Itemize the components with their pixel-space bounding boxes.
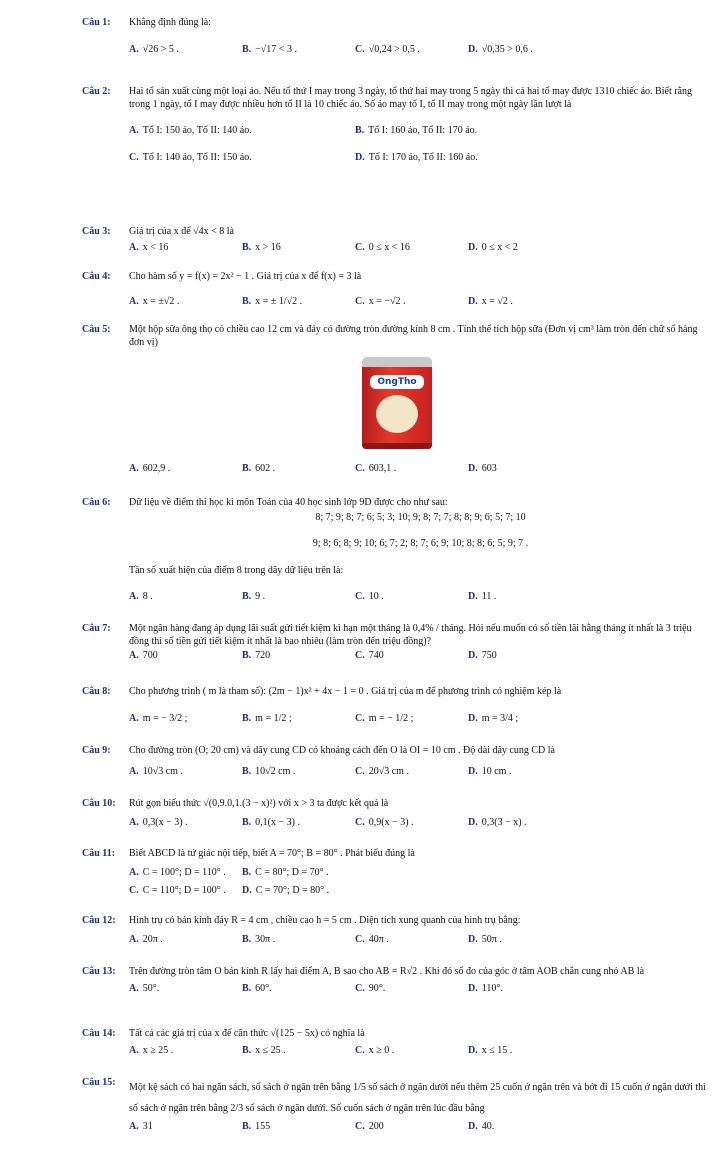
question-12 xyxy=(82,915,712,946)
option-d: D. 110°. xyxy=(468,982,503,994)
question-label: Câu 13: xyxy=(82,966,116,977)
option-a: A. 602,9 . xyxy=(129,463,171,474)
option-b: B. x ≤ 25 . xyxy=(242,1044,286,1056)
option-c: C. 90°. xyxy=(355,982,386,994)
question-9 xyxy=(82,745,712,778)
data-line-1: 8; 7; 9; 8; 7; 6; 5; 3; 10; 9; 8; 7; 7; 8; 8; 9; 6; 5; 7; 10 xyxy=(315,511,526,523)
question-15 xyxy=(82,1077,712,1134)
question-label: Câu 12: xyxy=(82,915,116,926)
question-14 xyxy=(82,1028,712,1057)
question-10 xyxy=(82,798,712,829)
question-3 xyxy=(82,226,712,254)
question-5 xyxy=(82,324,712,476)
option-b: B. 602 . xyxy=(242,463,276,474)
option-c: C. 740 xyxy=(355,650,384,661)
option-d: D. x ≤ 15 . xyxy=(468,1044,513,1056)
question-text: Hình trụ có bán kính đáy R = 4 cm , chiều cao h = 5 cm . Diện tích xung quanh của hình trụ bằng: xyxy=(129,915,521,926)
option-a: A. 31 xyxy=(129,1121,153,1132)
option-d: D. 0,3(3 − x) . xyxy=(468,816,527,828)
question-text: Trên đường tròn tâm O bán kính R lấy hai điểm A, B sao cho AB = R√2 . Khi đó số đo của góc ở tâm AOB chắn cung nhỏ AB là xyxy=(129,966,645,977)
option-b: B. 30π . xyxy=(242,933,276,945)
option-b: B. m = 1/2 ; xyxy=(242,712,292,724)
data-line-2: 9; 8; 6; 8; 9; 10; 6; 7; 2; 8; 7; 6; 9; 10; 8; 8; 6; 5; 9; 7 . xyxy=(312,538,529,549)
option-d: D. 50π . xyxy=(468,933,502,945)
question-6 xyxy=(82,497,712,604)
milk-can-image xyxy=(362,357,432,449)
question-text: Một hộp sữa ông thọ có chiều cao 12 cm và đáy có đường tròn đường kính 8 cm . Tính thể tích hộp sữa (Đơn vị cm³ làm tròn đến chữ số hàng đơn vị) xyxy=(129,324,698,348)
option-d: D. 750 xyxy=(468,650,497,661)
option-c: C. m = − 1/2 ; xyxy=(355,712,414,724)
question-label: Câu 11: xyxy=(82,848,116,859)
option-d: D. m = 3/4 ; xyxy=(468,712,519,724)
option-a: A. 50°. xyxy=(129,982,160,994)
option-b: B. x = ± 1/√2 . xyxy=(242,295,303,307)
question-11 xyxy=(82,848,712,898)
option-c: C. 20√3 cm . xyxy=(355,765,409,777)
question-text: Cho phương trình ( m là tham số): (2m − 1)x² + 4x − 1 = 0 . Giá trị của m để phương trình có nghiệm kép là xyxy=(129,686,562,697)
question-label: Câu 5: xyxy=(82,324,111,335)
question-text: Cho đường tròn (O; 20 cm) và dây cung CD có khoảng cách đến O là OI = 10 cm . Độ dài dây cung CD là xyxy=(129,745,555,756)
question-label: Câu 6: xyxy=(82,497,111,508)
option-c: C. 10 . xyxy=(355,591,384,602)
option-b: B. 10√2 cm . xyxy=(242,765,296,777)
option-d: D. 11 . xyxy=(468,591,497,602)
question-text: Biết ABCD là tứ giác nội tiếp, biết A = 70°; B = 80° . Phát biểu đúng là xyxy=(129,848,415,859)
question-label: Câu 14: xyxy=(82,1028,116,1039)
can-brand-label: OngTho xyxy=(370,375,424,389)
option-c: C. 0 ≤ x < 16 xyxy=(355,241,410,253)
option-c: C. x = −√2 . xyxy=(355,295,406,307)
option-c: C. 40π . xyxy=(355,933,389,945)
question-label: Câu 10: xyxy=(82,798,116,809)
option-c: C. 603,1 . xyxy=(355,463,397,474)
question-text: Một ngân hàng đang áp dụng lãi suất gửi tiết kiệm kì hạn một tháng là 0,4% / tháng. Hỏi nếu muốn có số tiền lãi hằng tháng ít nhất là 3 triệu đồng thì số tiền gửi tiết kiệm ít nhất là bao nhiêu (làm tròn đến triệu đồng)? xyxy=(129,623,692,647)
option-b: B. 155 xyxy=(242,1121,271,1132)
question-label: Câu 9: xyxy=(82,745,111,756)
option-b: B. 720 xyxy=(242,650,271,661)
question-text: Hai tổ sản xuất cùng một loại áo. Nếu tổ thứ I may trong 3 ngày, tổ thứ hai may trong 5 ngày thì cả hai tổ may được 1310 chiếc áo. Biết rằng trong 1 ngày, tổ I may được nhiều hơn tổ II là 10 chiếc áo. Số áo may tổ I, tổ II may trong một ngày lần lượt là xyxy=(129,86,692,110)
option-d: D. Tổ I: 170 áo, Tổ II: 160 áo. xyxy=(355,151,478,163)
option-b: B. Tổ I: 160 áo, Tổ II: 170 áo. xyxy=(355,125,478,136)
option-b: B. x > 16 xyxy=(242,241,281,253)
option-d: D. 10 cm . xyxy=(468,765,512,777)
question-label: Câu 8: xyxy=(82,686,111,697)
option-a: A. 700 xyxy=(129,650,158,661)
question-text: Khẳng định đúng là: xyxy=(129,17,211,28)
option-c: C. 200 xyxy=(355,1121,384,1132)
question-label: Câu 4: xyxy=(82,271,111,282)
question-label: Câu 7: xyxy=(82,623,111,634)
option-a: A. √26 > 5 . xyxy=(129,43,179,55)
option-b: B. −√17 < 3 . xyxy=(242,43,297,55)
question-text: Rút gọn biểu thức √(0,9.0,1.(3 − x)²) với x > 3 ta được kết quả là xyxy=(129,798,389,809)
question-text: Dữ liệu về điểm thi học kì môn Toán của 40 học sinh lớp 9D được cho như sau: xyxy=(129,497,448,508)
option-d: D. √0,35 > 0,6 . xyxy=(468,43,533,55)
option-a: A. 20π . xyxy=(129,933,163,945)
question-text: Cho hàm số y = f(x) = 2x² − 1 . Giá trị của x để f(x) = 3 là xyxy=(129,271,362,282)
question-label: Câu 1: xyxy=(82,17,111,28)
option-a: A. x < 16 xyxy=(129,241,169,253)
option-a: A. 0,3(x − 3) . xyxy=(129,816,188,828)
option-d: D. 603 xyxy=(468,463,497,474)
option-c: C. 0,9(x − 3) . xyxy=(355,816,414,828)
question-13 xyxy=(82,966,712,995)
question-7 xyxy=(82,623,712,663)
question-1 xyxy=(82,17,712,56)
question-2 xyxy=(82,86,712,164)
question-label: Câu 3: xyxy=(82,226,111,237)
option-c: C. √0,24 > 0,5 . xyxy=(355,43,420,55)
question-label: Câu 15: xyxy=(82,1077,116,1088)
option-a: A. x ≥ 25 . xyxy=(129,1044,174,1056)
question-4 xyxy=(82,271,712,308)
question-text: Giá trị của x để √4x < 8 là xyxy=(129,226,234,237)
question-text: Tất cả các giá trị của x để căn thức √(125 − 5x) có nghĩa là xyxy=(129,1028,365,1039)
option-c: C. x ≥ 0 . xyxy=(355,1044,395,1056)
option-d: D. x = √2 . xyxy=(468,295,513,307)
question-text: Một kệ sách có hai ngăn sách, số sách ở ngăn trên bằng 1/5 số sách ở ngăn dưới nếu thêm 25 cuốn ở ngăn trên và bớt đi 15 cuốn ở ngăn dưới thì số sách ở ngăn trên bằng 2/3 số sách ở ngăn dưới. Số cuốn sách ở ngăn trên lúc đầu bằng xyxy=(129,1082,706,1114)
option-a: A. 8 . xyxy=(129,591,153,602)
option-a: A. 10√3 cm . xyxy=(129,765,183,777)
option-a: A. m = − 3/2 ; xyxy=(129,712,188,724)
option-d: D. 40. xyxy=(468,1121,495,1132)
option-c: C. C = 110°; D = 100° . xyxy=(129,885,226,896)
option-b: B. 0,1(x − 3) . xyxy=(242,816,300,828)
option-d: D. C = 70°; D = 80° . xyxy=(242,885,330,896)
option-b: B. 9 . xyxy=(242,591,266,602)
option-c: C. Tổ I: 140 áo, Tổ II: 150 áo. xyxy=(129,151,252,163)
option-b: B. C = 80°; D = 70° . xyxy=(242,866,329,878)
question-label: Câu 2: xyxy=(82,86,111,97)
option-a: A. x = ±√2 . xyxy=(129,295,180,307)
option-b: B. 60°. xyxy=(242,982,272,994)
question-8 xyxy=(82,686,712,725)
option-a: A. C = 100°; D = 110° . xyxy=(129,866,226,878)
option-d: D. 0 ≤ x < 2 xyxy=(468,241,518,253)
question-subtext: Tần số xuất hiện của điểm 8 trong dãy dữ liệu trên là: xyxy=(129,564,344,576)
option-a: A. Tổ I: 150 áo, Tổ II: 140 áo. xyxy=(129,125,252,136)
